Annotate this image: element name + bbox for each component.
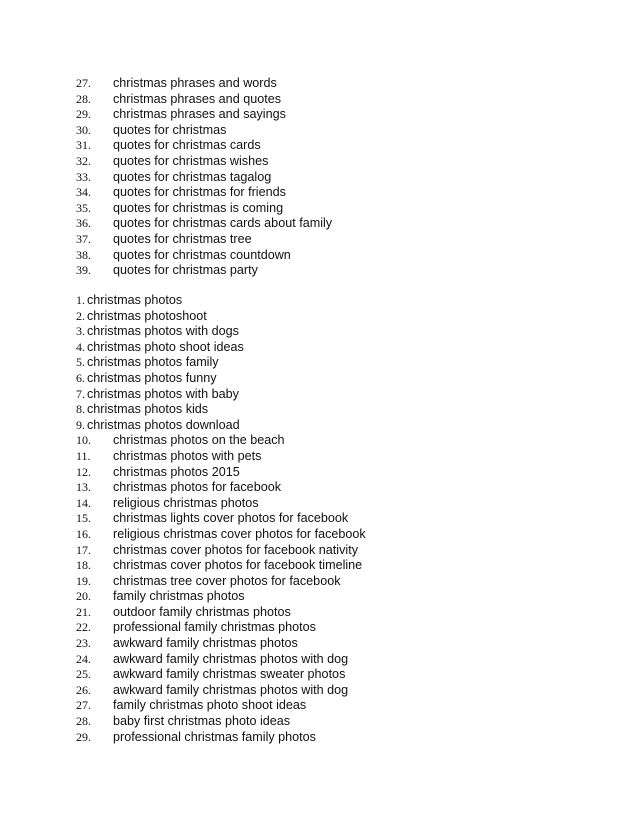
list-item-number: 29. xyxy=(76,729,91,744)
list-item-number: 11. xyxy=(76,448,91,463)
list-item-number: 26. xyxy=(76,682,91,697)
list-item-text: family christmas photos xyxy=(113,589,245,604)
list-item-text: awkward family christmas photos with dog xyxy=(113,651,349,666)
list-item xyxy=(0,232,638,248)
list-item-text: quotes for christmas cards about family xyxy=(113,216,333,231)
list-item-text: quotes for christmas tagalog xyxy=(113,169,272,184)
list-item xyxy=(0,340,638,356)
list-item xyxy=(0,511,638,527)
list-item-number: 20. xyxy=(76,589,91,604)
list-item-text: christmas photos kids xyxy=(87,402,209,417)
list-item-text: quotes for christmas xyxy=(113,122,227,137)
list-item-text: christmas photos download xyxy=(87,417,240,432)
list-item-number: 5. xyxy=(76,355,85,370)
list-item xyxy=(0,324,638,340)
keyword-list-top xyxy=(0,76,638,279)
list-item-number: 7. xyxy=(76,386,85,401)
list-item xyxy=(0,730,638,746)
list-item xyxy=(0,248,638,264)
list-item xyxy=(0,402,638,418)
list-item-number: 28. xyxy=(76,91,91,106)
list-item-text: christmas photos with pets xyxy=(113,448,262,463)
list-item-text: professional family christmas photos xyxy=(113,620,316,635)
list-item-text: quotes for christmas for friends xyxy=(113,185,286,200)
list-item-text: professional christmas family photos xyxy=(113,729,316,744)
list-item-number: 31. xyxy=(76,138,91,153)
list-item-number: 24. xyxy=(76,651,91,666)
list-item xyxy=(0,92,638,108)
list-item-number: 21. xyxy=(76,604,91,619)
list-item xyxy=(0,480,638,496)
list-item xyxy=(0,449,638,465)
list-item-number: 27. xyxy=(76,76,91,90)
list-item-number: 38. xyxy=(76,247,91,262)
list-item-number: 4. xyxy=(76,339,85,354)
list-item-text: baby first christmas photo ideas xyxy=(113,714,291,729)
list-item-number: 22. xyxy=(76,620,91,635)
list-item-number: 6. xyxy=(76,370,85,385)
list-item-number: 16. xyxy=(76,526,91,541)
list-item xyxy=(0,355,638,371)
list-item-text: christmas photos funny xyxy=(87,370,217,385)
list-item xyxy=(0,527,638,543)
list-item-text: quotes for christmas is coming xyxy=(113,200,284,215)
list-item-text: awkward family christmas photos xyxy=(113,636,298,651)
list-item xyxy=(0,620,638,636)
list-item-text: christmas phrases and quotes xyxy=(113,91,282,106)
list-item-text: christmas photos for facebook xyxy=(113,480,281,495)
list-item xyxy=(0,418,638,434)
list-item-text: christmas photos with dogs xyxy=(87,324,239,339)
list-item-text: christmas photos xyxy=(87,293,183,307)
list-item xyxy=(0,76,638,92)
list-item xyxy=(0,589,638,605)
list-item xyxy=(0,263,638,279)
list-item-text: christmas photos on the beach xyxy=(113,433,285,448)
list-item-text: quotes for christmas countdown xyxy=(113,247,291,262)
list-item-number: 25. xyxy=(76,667,91,682)
list-item-text: quotes for christmas tree xyxy=(113,231,252,246)
list-item-text: awkward family christmas photos with dog xyxy=(113,682,349,697)
list-item-number: 28. xyxy=(76,714,91,729)
list-item-text: outdoor family christmas photos xyxy=(113,604,291,619)
list-item xyxy=(0,201,638,217)
list-item-text: family christmas photo shoot ideas xyxy=(113,698,307,713)
list-item-number: 23. xyxy=(76,636,91,651)
list-item xyxy=(0,371,638,387)
list-item-number: 35. xyxy=(76,200,91,215)
list-item-number: 30. xyxy=(76,122,91,137)
list-item xyxy=(0,123,638,139)
list-item-text: awkward family christmas sweater photos xyxy=(113,667,346,682)
list-item-number: 29. xyxy=(76,107,91,122)
list-item-text: christmas photoshoot xyxy=(87,308,207,323)
list-item-text: christmas lights cover photos for facebook xyxy=(113,511,349,526)
list-item-number: 17. xyxy=(76,542,91,557)
list-item-number: 2. xyxy=(76,308,85,323)
list-item-text: religious christmas cover photos for facebook xyxy=(113,526,366,541)
list-item-number: 10. xyxy=(76,433,91,448)
keyword-list-bottom xyxy=(0,293,638,745)
list-item-number: 3. xyxy=(76,324,85,339)
list-item-number: 27. xyxy=(76,698,91,713)
list-item xyxy=(0,138,638,154)
list-item xyxy=(0,107,638,123)
list-item-number: 39. xyxy=(76,263,91,278)
list-item xyxy=(0,465,638,481)
list-item-number: 15. xyxy=(76,511,91,526)
list-item-text: quotes for christmas wishes xyxy=(113,153,269,168)
list-item-text: christmas photos family xyxy=(87,355,219,370)
list-item-number: 12. xyxy=(76,464,91,479)
list-item-number: 13. xyxy=(76,480,91,495)
list-item xyxy=(0,185,638,201)
list-item xyxy=(0,387,638,403)
list-item-number: 14. xyxy=(76,495,91,510)
list-item-number: 8. xyxy=(76,402,85,417)
list-item xyxy=(0,543,638,559)
list-item xyxy=(0,667,638,683)
list-item xyxy=(0,636,638,652)
list-item-text: christmas phrases and sayings xyxy=(113,107,286,122)
list-item xyxy=(0,433,638,449)
list-item-number: 34. xyxy=(76,185,91,200)
list-item xyxy=(0,652,638,668)
list-item xyxy=(0,683,638,699)
list-item xyxy=(0,605,638,621)
list-item xyxy=(0,714,638,730)
list-item-text: quotes for christmas party xyxy=(113,263,258,278)
list-item-number: 19. xyxy=(76,573,91,588)
list-item xyxy=(0,309,638,325)
list-item-text: christmas photos 2015 xyxy=(113,464,240,479)
list-item-number: 1. xyxy=(76,293,85,307)
list-item-number: 18. xyxy=(76,558,91,573)
list-item-text: quotes for christmas cards xyxy=(113,138,261,153)
list-item xyxy=(0,170,638,186)
list-item xyxy=(0,496,638,512)
list-item-number: 32. xyxy=(76,153,91,168)
list-item xyxy=(0,216,638,232)
list-item xyxy=(0,574,638,590)
list-item xyxy=(0,698,638,714)
list-item-text: christmas photo shoot ideas xyxy=(87,339,244,354)
list-item-text: christmas tree cover photos for facebook xyxy=(113,573,341,588)
list-item xyxy=(0,154,638,170)
list-item-text: religious christmas photos xyxy=(113,495,259,510)
list-item-number: 36. xyxy=(76,216,91,231)
list-item-text: christmas cover photos for facebook timeline xyxy=(113,558,363,573)
list-item-number: 33. xyxy=(76,169,91,184)
list-item-text: christmas cover photos for facebook nativity xyxy=(113,542,358,557)
list-item xyxy=(0,293,638,309)
list-item-text: christmas photos with baby xyxy=(87,386,239,401)
list-item xyxy=(0,558,638,574)
list-item-text: christmas phrases and words xyxy=(113,76,277,90)
list-item-number: 37. xyxy=(76,231,91,246)
list-item-number: 9. xyxy=(76,417,85,432)
